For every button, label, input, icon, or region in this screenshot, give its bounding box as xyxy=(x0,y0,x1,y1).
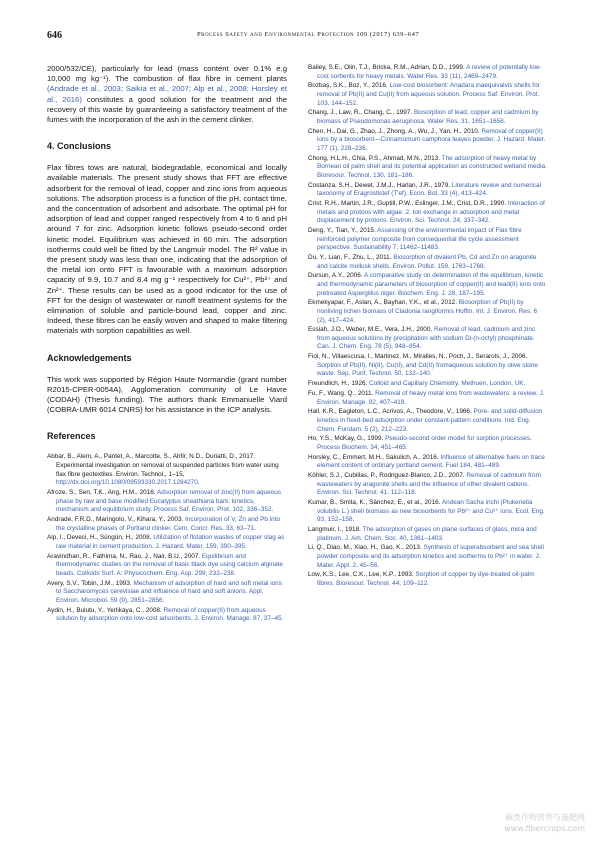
reference-authors: Deng, Y., Tian, Y., 2015. xyxy=(308,227,378,234)
conclusions-paragraph: Flax fibres tows are natural, biodegradable, economical and locally available materials. The present study shows that FFT are effective adsorbent for the removal of lead, copper and zinc ions from aqueous solutions. The adsorption process is a function of the pH, contact time, and the concentration of adsorbent and adsorbate. The optimal pH for adsorption of lead and copper ranged respectively from 4 to 6 and pH around 7 for zinc. Adsorption kinetic follows pseudo-second order kinetic model. Equilibrium was achieved in 60 min. The adsorption isotherms could well be fitted by the Langmuir model. The R² value in the present study was less than one, indicating that the adsorption of the metal ion onto FFT is favourable with a maximum adsorption capacity of 9.9, 10.7 and 8.4 mg g⁻¹ respectively for Cu²⁺, Pb²⁺ and Zn²⁺. These results can be used as a good indicator for the use of FFT for the design of wastewater or runoff treatment systems for the elimination of soluble and particle-bound lead, copper and zinc. Indeed, these fibres can be easily woven and shaped to make filtering materials with sorption capabilities as well. xyxy=(47,163,287,336)
intro-paragraph xyxy=(47,64,287,125)
intro-text: 2000/532/CE), particularly for lead (mass content over 0.1% e.g 10,000 mg kg⁻¹). The combustion of flax fibre in cement plants xyxy=(47,64,287,84)
reference-link[interactable]: Adsorption removal of zinc(II) from aqueous phase by raw and base modified Eucalyptus sheathiana bark: kinetics, mechanism and equilibrium study. Process Saf. Environ. Prot. 102, 336–352. xyxy=(56,489,281,514)
reference-link[interactable]: Removal of copper(II) ions by a biosorbent—Cinnamomum camphora leaves powder. J. Hazard. Mater. 177 (1), 228–236. xyxy=(317,127,546,152)
reference-entry xyxy=(308,64,548,81)
reference-entry xyxy=(308,454,548,471)
intro-citations-link[interactable]: (Andrade et al., 2003; Saikia et al., 2007; Alp et al., 2008; Horsley et al., 2016) xyxy=(47,84,287,104)
reference-authors: Costanza, S.H., Dewet, J.M.J., Harlan, J.R., 1979. xyxy=(308,181,452,189)
reference-authors: Aravindhan, R., Fathima, N., Rao, J., Nair, B.U., 2007. xyxy=(47,552,202,560)
reference-link[interactable]: Removal of copper(II) from aqueous solution by adsorption onto low-cost adsorbents. J. Environ. Manage. 87, 37–45. xyxy=(56,606,284,623)
conclusions-heading: 4. Conclusions xyxy=(47,141,112,152)
reference-link[interactable]: Influence of alternative fuels on trace element content of ordinary portland cement. Fuel 184, 481–489. xyxy=(317,453,545,470)
acknowledgements-heading-wrap xyxy=(47,353,287,363)
reference-authors: Andrade, F.R.D., Maringolo, V., Kihara, Y., 2003. xyxy=(47,516,186,524)
reference-authors: Chong, H.L.H., Chia, P.S., Ahmad, M.N., 2013. xyxy=(308,154,442,162)
reference-link[interactable]: The adsorption of heavy metal by Bornean oil palm shell and its potential application as constructed wetland media. Bioresour. Technol. 130, 181–186. xyxy=(317,154,547,179)
left-reference-list xyxy=(47,453,287,623)
reference-link[interactable]: Removal of heavy metal ions from wastewaters: a review. J. Environ. Manage. 92, 407–418. xyxy=(317,390,545,406)
watermark-line-2: www.fibercrops.com xyxy=(504,824,585,833)
reference-entry xyxy=(308,299,548,325)
reference-link[interactable]: Biosorption of divalent Pb, Cd and Zn on aragonite and calcite mollusk shells. Environ. Pollut. 159, 1763–1768. xyxy=(317,253,537,270)
reference-link[interactable]: Colloid and Capillary Chemistry. Methuen, London, UK. xyxy=(369,380,526,388)
left-column xyxy=(47,64,287,625)
conclusions-heading-wrap xyxy=(47,141,287,151)
reference-authors: Crist, R.H., Martin, J.R., Guptill, P.W., Eslinger, J.M., Crist, D.R., 1990. xyxy=(308,200,508,208)
reference-entry xyxy=(308,82,548,108)
page-header xyxy=(47,30,548,44)
reference-entry xyxy=(308,380,548,389)
reference-entry xyxy=(308,390,548,407)
reference-entry xyxy=(308,526,548,543)
acknowledgements-heading: Acknowledgements xyxy=(47,352,132,363)
journal-running-title: Process Safety and Environmental Protection 109 (2017) 639–647 xyxy=(197,31,420,38)
reference-link[interactable]: Andean Sacha inchi (Plukenetia volubilis L.) shell biomass as new biosorbents for Pb²⁺ and Cu²⁺ ions. Ecol. Eng. 93, 152–158. xyxy=(317,499,545,524)
reference-link[interactable]: Assessing of the environmental impact of Flax fibre reinforced polymer composite from consequential life cycle assessment perspective. Sustainability 7, 11462–11483. xyxy=(317,227,522,252)
reference-link[interactable]: Literature review and numerical taxonomy of Eragrostistef (T'ef). Econ. Bot. 33 (4), 413–424. xyxy=(317,181,542,198)
reference-link[interactable]: Synthesis of superabsorbent and sea shell powder composite and its adsorption kinetics and isotherms to Pb²⁺ in water. J. Mater. Appl. 2, 45–56. xyxy=(317,544,544,569)
reference-link[interactable]: Sorption of Pb(II), Ni(II), Cu(II), and Cd(II) fromaqueous solution by olive stone waste. Sep. Purif. Technol. 50, 132–140. xyxy=(317,361,538,378)
reference-link[interactable]: Equilibrium and thermodynamic studies on the removal of basic black dye using calcium alginate beads. Colloids Surf. A: Physicochem. Eng. Asp. 299, 232–238. xyxy=(56,552,283,577)
reference-authors: Langmuir, I., 1918. xyxy=(308,526,363,534)
reference-link[interactable]: Pore- and solid-diffusion kinetics in fixed-bed adsorption under constant-pattern conditions. Ind. Eng. Chem. Fundam. 5 (2), 212–223. xyxy=(317,408,543,433)
reference-authors: Kumar, B., Smita, K., Sánchez, E., et al., 2016. xyxy=(308,499,442,507)
reference-entry xyxy=(308,353,548,379)
reference-entry xyxy=(308,200,548,226)
reference-entry xyxy=(308,326,548,352)
reference-authors: Avery, S.V., Tobin, J.M., 1993. xyxy=(47,579,134,587)
references-heading-wrap xyxy=(47,431,287,441)
references-heading: References xyxy=(47,431,96,442)
reference-authors: Hall, K.R., Eagleton, L.C., Acrivos, A., Theodore, V., 1966. xyxy=(308,408,474,416)
reference-link[interactable]: Removal of lead, cadmium and zinc from aqueous solutions by precipitation with sodium Di-(n-octyl) phosphinate. Can. J. Chem. Eng. 78 (5), 948–954. xyxy=(317,326,536,351)
reference-authors: Abbar, B., Alem, A., Pantet, A., Marcotte, S., Ahfir, N.D., Duriatti, D., 2017. Experimental investigation on removal of suspended particles from water using flax fibre geotextiles. Environ. Technol., 1–15, xyxy=(47,453,279,478)
reference-authors: Köhler, S.J., Cubillas, P., Rodriguez-Blanco, J.D., 2007. xyxy=(308,472,467,480)
reference-entry xyxy=(308,435,548,452)
reference-link[interactable]: Removal of cadmium from wastewaters by aragonite shells and the influence of other divalent cations. Environ. Sci. Technol. 41, 112–118. xyxy=(317,472,541,497)
reference-authors: Ho, Y.S., McKay, G., 1999. xyxy=(308,435,386,443)
watermark-line-1: 麻类作物营养与施肥网 xyxy=(505,813,585,822)
reference-authors: Fiol, N., Villaescusa, I., Martinez, M., Miralles, N., Poch, J., Serarols, J., 2006. xyxy=(308,353,528,361)
reference-entry xyxy=(308,544,548,570)
reference-link[interactable]: The adsorption of gases on plane surfaces of glass, mica and platinum. J. Am. Chem. Soc. 40, 1361–1403. xyxy=(317,526,537,542)
reference-link[interactable]: Biosorption of lead, copper and cadmium by biomass of Pseudomonas aeruginosa. Water Res. 31, 1651–1658. xyxy=(317,109,539,125)
right-column xyxy=(308,64,548,590)
reference-entry xyxy=(308,272,548,298)
reference-entry xyxy=(308,499,548,525)
reference-link[interactable]: Interaction of metals and protons with algae. 2. Ion exchange in adsorption and metal displacement by protons. Environ. Sci. Technol. 24, 337–342. xyxy=(317,200,545,225)
reference-entry xyxy=(308,182,548,199)
reference-tail: . xyxy=(197,479,200,487)
reference-entry xyxy=(308,571,548,588)
reference-entry xyxy=(47,453,287,487)
acknowledgements-paragraph: This work was supported by Région Haute Normandie (grant number R2015-CPER-0054A), Agglomeration community of Le Havre (CODAH) (Thesis funding). The authors thank Emmanuelle Viard (COBRA-UMR 6014 CNRS) for his assistance in the ICP analysis. xyxy=(47,374,287,415)
reference-link[interactable]: Mechanism of adsorption of hard and soft metal ions to Saccharomyces cerevisiae and influence of hard and soft anions. Appl. Environ. Microbiol. 59 (9), 2851–2856. xyxy=(56,579,282,604)
reference-authors: Ekmekyapar, F., Aslan, A., Bayhan, Y.K., et al., 2012. xyxy=(308,299,459,307)
reference-entry xyxy=(308,155,548,181)
reference-link[interactable]: A comparative study on determination of the equilibrium, kinetic and thermodynamic parameters of biosorption of copper(II) and lead(II) ions onto pretreated Aspergillus niger. Biochem. Eng. J. 28, 187–195. xyxy=(317,272,546,297)
right-reference-list xyxy=(308,64,548,589)
reference-entry xyxy=(47,534,287,551)
reference-entry xyxy=(308,408,548,434)
reference-authors: Essiah, J.O., Weber, M.E., Vera, J.H., 2000. xyxy=(308,326,434,334)
reference-entry xyxy=(47,489,287,515)
reference-link[interactable]: Pseudo-second order model for sorption processes. Process Biochem. 34, 451–465. xyxy=(317,435,532,451)
reference-authors: Freundlich, H., 1926. xyxy=(308,380,370,388)
reference-authors: Li, Q., Diao, M., Xiao, H., Gao, K., 2013. xyxy=(308,544,424,552)
reference-link[interactable]: Low-cost biosorbent: Anadara inaequivalvis shells for removal of Pb(II) and Cu(II) from aqueous solution. Process Saf. Environ. Prot. 103, 144–152. xyxy=(317,82,540,107)
reference-authors: Afroze, S., Sen, T.K., Ang, H.M., 2016. xyxy=(47,489,157,497)
reference-authors: Dursun, A.Y., 2006. xyxy=(308,272,365,280)
reference-entry xyxy=(308,227,548,253)
reference-entry xyxy=(47,607,287,624)
page-number: 646 xyxy=(47,30,62,41)
reference-entry xyxy=(308,254,548,271)
reference-link[interactable]: http://dx.doi.org/10.1080/09593330.2017.1284270 xyxy=(56,479,198,487)
reference-link[interactable]: Biosorption of Pb(II) by nonliving lichen biomass of Cladonia rangiformis Hoffm. Int. J. Environ. Res. 6 (2), 417–424. xyxy=(317,299,538,324)
reference-entry xyxy=(308,472,548,498)
reference-authors: Alp, I., Deveci, H., Süngün, H., 2008. xyxy=(47,534,154,542)
reference-authors: Chen, H., Dai, G., Zhao, J., Zhong, A., Wu, J., Yan, H., 2010. xyxy=(308,127,482,135)
reference-entry xyxy=(47,516,287,533)
watermark xyxy=(485,812,585,834)
reference-authors: Chang, J., Law, R., Chang, C., 1997. xyxy=(308,109,414,117)
reference-link[interactable]: A review of potentially low-cost sorbents for heavy metals. Water Res. 33 (11), 2469–2479. xyxy=(317,64,542,80)
reference-authors: Fu, F., Wang, Q., 2011. xyxy=(308,390,376,397)
reference-authors: Bozbaş, S.K., Boz, Y., 2016. xyxy=(308,82,390,90)
reference-authors: Low, K.S., Lee, C.K., Lee, K.P., 1993. xyxy=(308,571,416,579)
reference-link[interactable]: Sorption of copper by dye-treated oil-palm fibres. Bioresour. Technol. 44, 109–112. xyxy=(317,571,535,587)
reference-entry xyxy=(308,128,548,154)
reference-authors: Du, Y., Lian, F., Zhu, L., 2011. xyxy=(308,253,394,261)
reference-authors: Aydin, H., Bulutu, Y., Yerlikaya, C., 2008. xyxy=(47,606,164,614)
intro-tail: constitutes a good solution for the treatment and the recovery of this waste by guaranteeing a satisfactory treatment of the fumes with the incorporation of the ash in the cement clinker. xyxy=(47,94,287,125)
reference-link[interactable]: Utilization of flotation wastes of copper slag as raw material in cement production. J. Hazard. Mater. 159, 390–395. xyxy=(56,534,285,550)
reference-entry xyxy=(47,553,287,579)
reference-authors: Bailey, S.E., Olin, T.J., Bricka, R.M., Adrian, D.D., 1999. xyxy=(308,64,467,71)
reference-entry xyxy=(47,580,287,606)
reference-authors: Horsley, C., Emmert, M.H., Sakulich, A., 2016. xyxy=(308,453,441,461)
reference-link[interactable]: Incorporation of V, Zn and Pb into the crystalline phases of Portland clinker. Cem. Concr. Res. 33, 63–71. xyxy=(56,516,281,532)
reference-entry xyxy=(308,109,548,126)
